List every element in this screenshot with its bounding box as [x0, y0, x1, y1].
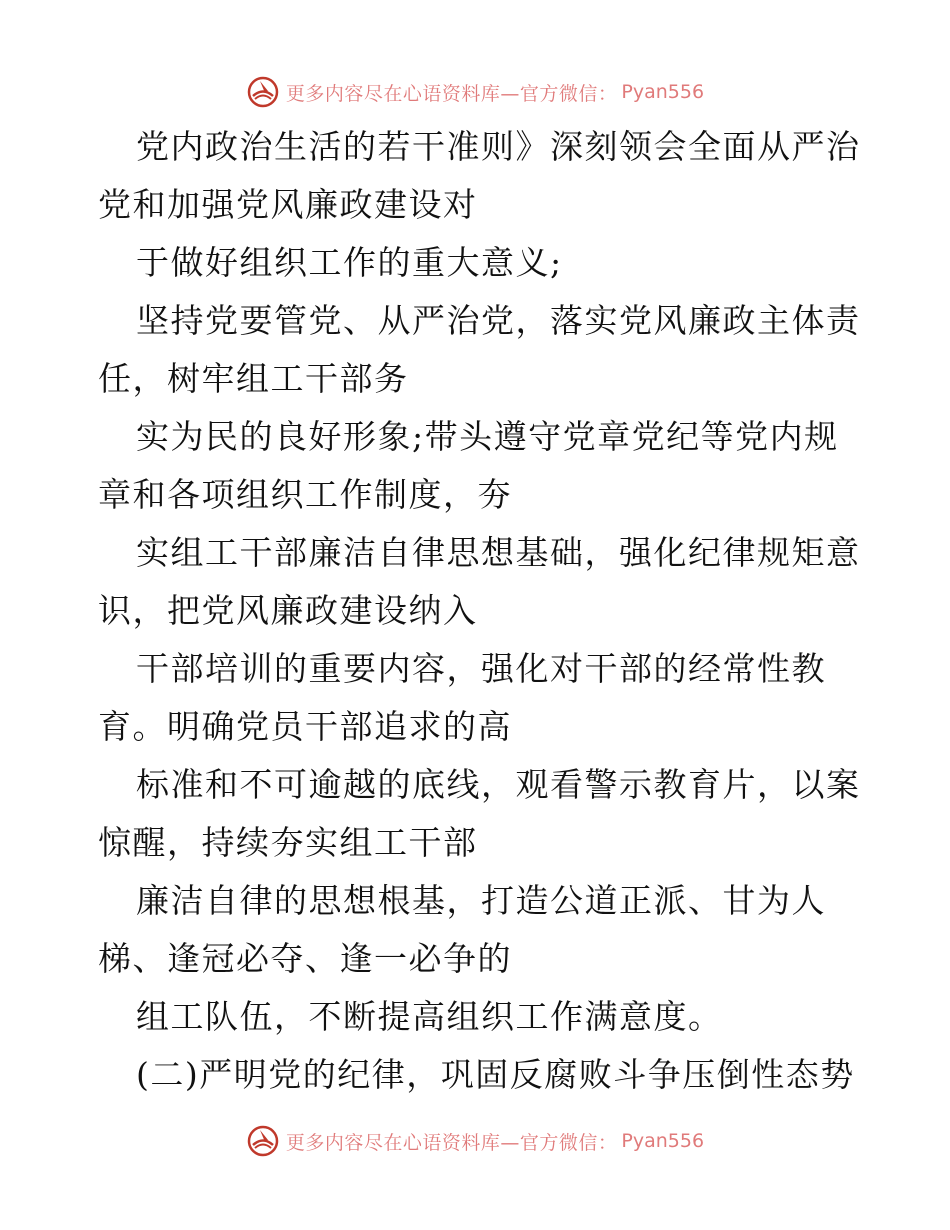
paragraph-line: 识，把党风廉政建设纳入: [98, 591, 478, 630]
footer-slogan: 更多内容尽在心语资料库—官方微信：: [285, 1131, 618, 1154]
book-pen-logo-icon: [246, 75, 280, 109]
paragraph-line: 坚持党要管党、从严治党，落实党风廉政主体责: [136, 301, 861, 340]
paragraph-line: 廉洁自律的思想根基，打造公道正派、甘为人: [136, 881, 826, 920]
section-heading: (二)严明党的纪律，巩固反腐败斗争压倒性态势: [136, 1055, 855, 1094]
paragraph-line: 实组工干部廉洁自律思想基础，强化纪律规矩意: [136, 533, 861, 572]
footer-banner: [0, 1121, 950, 1161]
header-banner: [0, 72, 950, 112]
paragraph-line: 任，树牢组工干部务: [98, 359, 409, 398]
paragraph-line: 于做好组织工作的重大意义;: [136, 243, 563, 282]
paragraph-line: 惊醒，持续夯实组工干部: [98, 823, 478, 862]
paragraph-line: 干部培训的重要内容，强化对干部的经常性教: [136, 649, 826, 688]
header-slogan: 更多内容尽在心语资料库—官方微信：: [285, 82, 618, 105]
paragraph-line: 实为民的良好形象;带头遵守党章党纪等党内规: [136, 417, 839, 456]
paragraph-line: 标准和不可逾越的底线，观看警示教育片，以案: [136, 765, 861, 804]
paragraph-line: 育。明确党员干部追求的高: [98, 707, 512, 746]
paragraph-line: 梯、逢冠必夺、逢一必争的: [98, 939, 512, 978]
header-wechat-id: Pyan556: [621, 81, 705, 103]
footer-wechat-id: Pyan556: [621, 1130, 705, 1152]
book-pen-logo-icon: [246, 1124, 280, 1158]
paragraph-line: 章和各项组织工作制度，夯: [98, 475, 512, 514]
paragraph-line: 党和加强党风廉政建设对: [98, 185, 478, 224]
paragraph-line: 党内政治生活的若干准则》深刻领会全面从严治: [136, 127, 861, 166]
paragraph-line: 组工队伍，不断提高组织工作满意度。: [136, 997, 723, 1036]
document-body: [98, 118, 861, 1104]
